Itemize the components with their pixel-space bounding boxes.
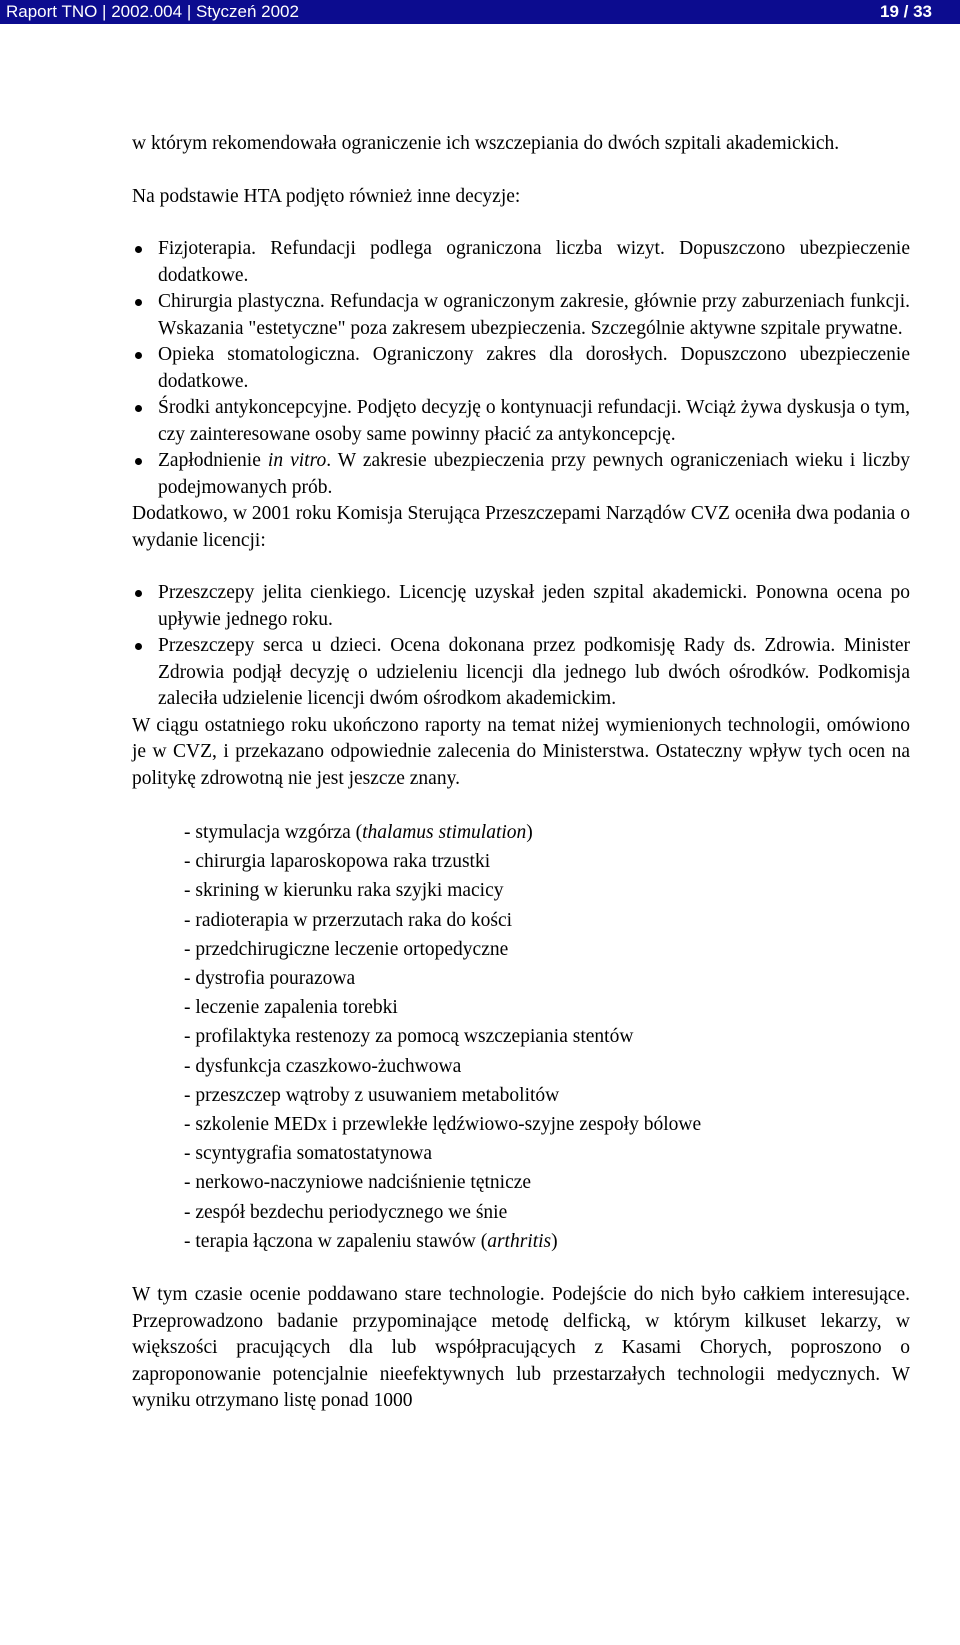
list-item-text: - nerkowo-naczyniowe nadciśnienie tętnicze <box>184 1172 532 1194</box>
list-item-text-end: ) <box>526 822 533 843</box>
list-item-text: - scyntygrafia somatostatynowa <box>184 1143 433 1165</box>
list-item <box>132 395 910 448</box>
list-item <box>184 1081 910 1110</box>
list-item-text: - terapia łączona w zapaleniu stawów ( <box>184 1230 488 1252</box>
list-item-text: - przeszczep wątroby z usuwaniem metabolitów <box>184 1084 560 1106</box>
list-item <box>184 935 910 964</box>
list-item <box>132 448 910 501</box>
page-header <box>0 0 960 24</box>
list-item-text: - przedchirugiczne leczenie ortopedyczne <box>184 938 509 960</box>
bullet-icon <box>135 405 142 412</box>
paragraph-5: W tym czasie ocenie poddawano stare technologie. Podejście do nich było całkiem interesujące. Przeprowadzono badanie przypominające metodę delficką, w którym kilkuset lekarzy, w większości pracujących dla lub współpracujących z Kasami Chorych, poproszono o zaproponowanie potencjalnie nieefektywnych lub przestarzałych technologii medycznych. W wyniku otrzymano listę ponad 1000 <box>132 1284 910 1412</box>
licenses-list <box>132 580 910 713</box>
list-item-italic: arthritis <box>487 1230 552 1252</box>
list-item <box>184 1227 910 1256</box>
list-item-italic: thalamus stimulation <box>362 822 527 843</box>
list-item-text: - zespół bezdechu periodycznego we śnie <box>184 1201 508 1223</box>
list-item <box>132 342 910 395</box>
list-item-text-end: . W zakresie ubezpieczenia przy pewnych ograniczeniach wieku i liczby podejmowanych prób. <box>158 450 910 498</box>
list-item-text: - stymulacja wzgórza ( <box>184 822 363 843</box>
page-number: 19 / 33 <box>880 2 932 21</box>
list-item <box>184 1110 910 1139</box>
list-item <box>184 847 910 876</box>
report-title: Raport TNO | 2002.004 | Styczeń 2002 <box>6 2 299 21</box>
technologies-list <box>184 818 910 1256</box>
list-item-text: - skrining w kierunku raka szyjki macicy <box>184 880 504 902</box>
list-item <box>132 236 910 289</box>
paragraph-3: Dodatkowo, w 2001 roku Komisja Sterująca Przeszczepami Narządów CVZ oceniła dwa podania o wydanie licencji: <box>132 503 910 551</box>
list-item-text: Chirurgia plastyczna. Refundacja w ograniczonym zakresie, głównie przy zaburzeniach funkcji. Wskazania "estetyczne" poza zakresem ubezpieczenia. Szczególnie aktywne szpitale prywatne. <box>158 291 910 339</box>
list-item-text-end: ) <box>551 1230 558 1252</box>
list-item-text: Zapłodnienie <box>158 450 268 471</box>
list-item <box>184 876 910 905</box>
list-item <box>184 993 910 1022</box>
list-item-text: Opieka stomatologiczna. Ograniczony zakres dla dorosłych. Dopuszczono ubezpieczenie dodatkowe. <box>158 344 910 392</box>
document-body <box>132 131 910 1415</box>
list-item-text: - dysfunkcja czaszkowo-żuchwowa <box>184 1055 462 1077</box>
paragraph-4: W ciągu ostatniego roku ukończono raporty na temat niżej wymienionych technologii, omówiono je w CVZ, i przekazano odpowiednie zalecenia do Ministerstwa. Ostateczny wpływ tych ocen na politykę zdrowotną nie jest jeszcze znany. <box>132 714 910 789</box>
list-item <box>132 289 910 342</box>
list-item-text: - profilaktyka restenozy za pomocą wszczepiania stentów <box>184 1026 634 1048</box>
list-item-text: - dystrofia pourazowa <box>184 968 356 990</box>
list-item <box>184 818 910 847</box>
list-item-text: - radioterapia w przerzutach raka do kości <box>184 909 513 931</box>
list-item <box>132 580 910 633</box>
bullet-icon <box>135 246 142 253</box>
paragraph-1: w którym rekomendowała ograniczenie ich wszczepiania do dwóch szpitali akademickich. <box>132 133 840 154</box>
bullet-icon <box>135 352 142 359</box>
list-item <box>184 1168 910 1197</box>
bullet-icon <box>135 590 142 597</box>
list-item-text: - szkolenie MEDx i przewlekłe lędźwiowo-szyjne zespoły bólowe <box>184 1114 702 1136</box>
bullet-icon <box>135 643 142 650</box>
decisions-list <box>132 236 910 501</box>
list-item <box>184 964 910 993</box>
list-item-text: - leczenie zapalenia torebki <box>184 997 398 1019</box>
list-item <box>132 633 910 713</box>
list-item <box>184 1139 910 1168</box>
list-item-text: Fizjoterapia. Refundacji podlega ograniczona liczba wizyt. Dopuszczono ubezpieczenie dodatkowe. <box>158 238 910 286</box>
list-item-text: Przeszczepy jelita cienkiego. Licencję uzyskał jeden szpital akademicki. Ponowna ocena po upływie jednego roku. <box>158 582 910 630</box>
paragraph-2: Na podstawie HTA podjęto również inne decyzje: <box>132 185 521 207</box>
list-item <box>184 1198 910 1227</box>
list-item-text: Środki antykoncepcyjne. Podjęto decyzję o kontynuacji refundacji. Wciąż żywa dyskusja o tym, czy zainteresowane osoby same powinny płacić za antykoncepcję. <box>158 397 910 445</box>
list-item-italic: in vitro <box>267 450 327 471</box>
bullet-icon <box>135 458 142 465</box>
list-item-text: - chirurgia laparoskopowa raka trzustki <box>184 851 491 873</box>
bullet-icon <box>135 299 142 306</box>
list-item-text: Przeszczepy serca u dzieci. Ocena dokonana przez podkomisję Rady ds. Zdrowia. Minister Zdrowia podjął decyzję o udzieleniu licencji dla jednego lub dwóch ośrodków. Podkomisja zaleciła udzielenie licencji dwóm ośrodkom akademickim. <box>158 635 910 709</box>
list-item <box>184 1052 910 1081</box>
list-item <box>184 906 910 935</box>
list-item <box>184 1022 910 1051</box>
